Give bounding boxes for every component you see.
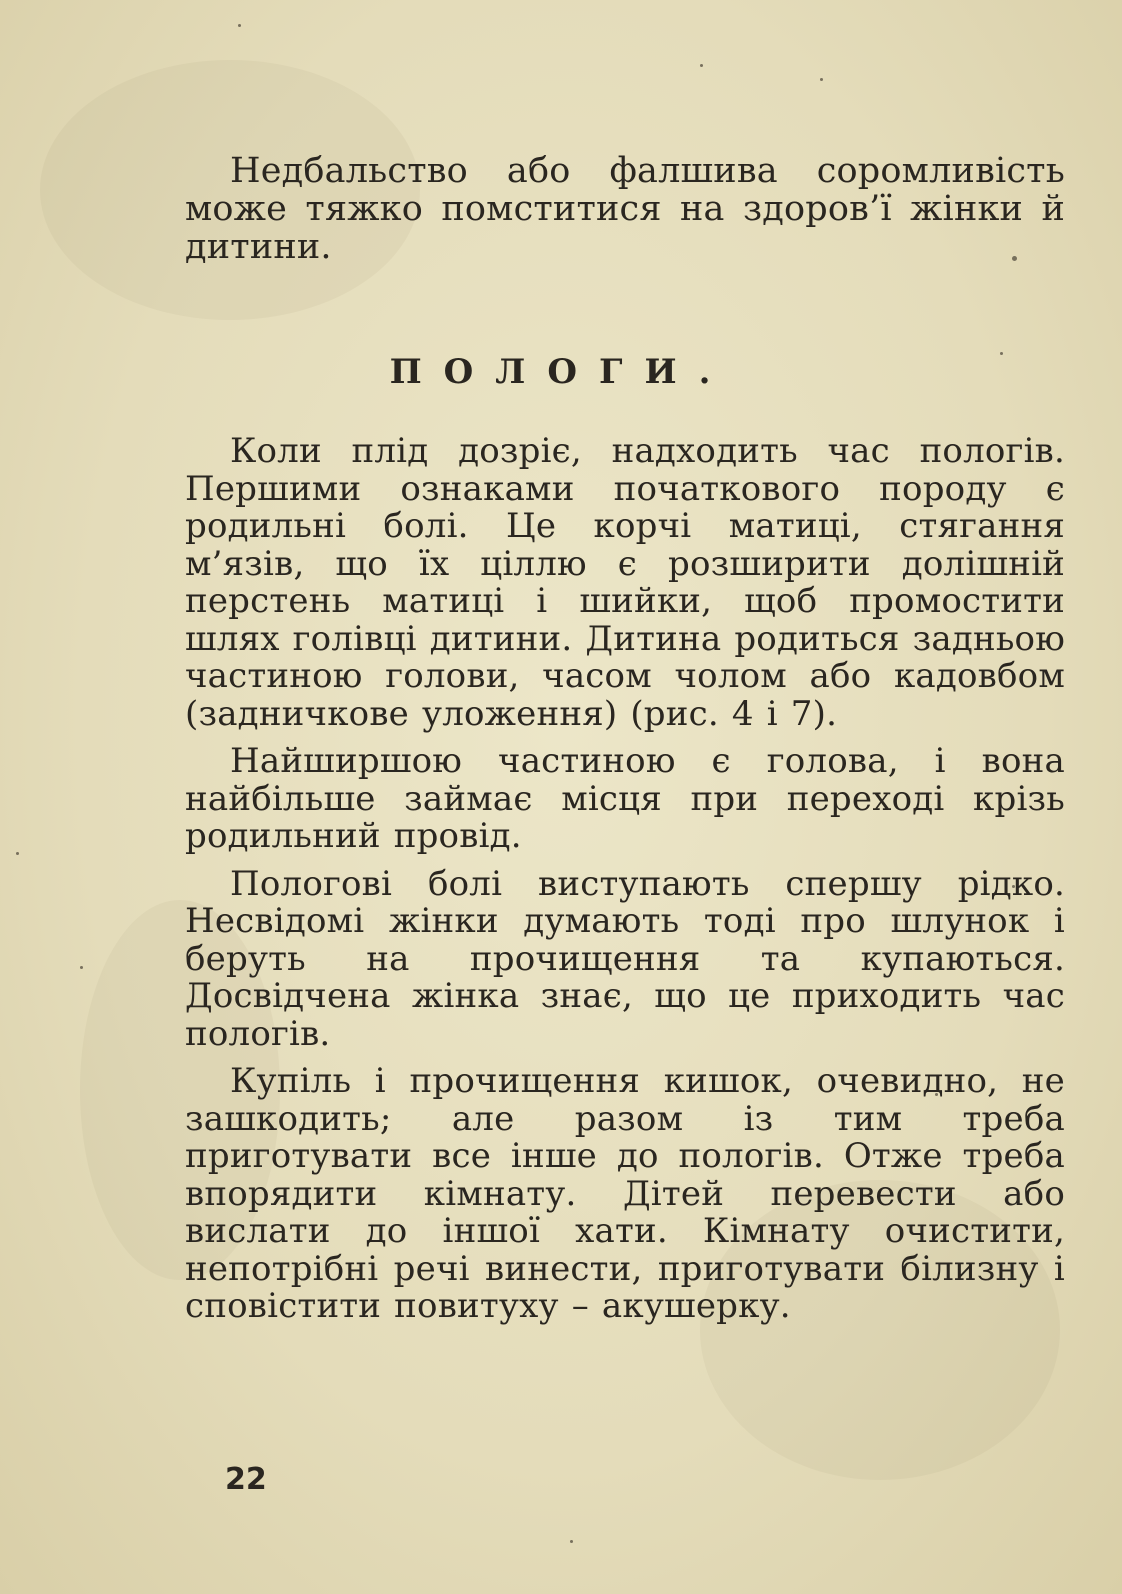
page-number: 22 [225, 1462, 267, 1497]
intro-paragraph: Недбальство або фалшива соромливість може тяжко помститися на здоров’ї жінки й дитини. [185, 151, 1065, 267]
paper-speck [700, 64, 703, 67]
paragraph-4: Купіль і прочищення кишок, очевидно, не зашкодить; але разом із тим треба приготувати все інше до пологів. Отже треба впорядити кімнату. Дітей перевести або вислати до іншої хати. Кімнату очистити, непотрібні речі винести, приготувати білизну і сповістити повитуху – акушерку. [185, 1061, 1065, 1326]
paragraph-2: Найширшою частиною є голова, і вона найбільше займає місця при переході крізь родильний провід. [185, 741, 1065, 856]
paper-speck [16, 852, 19, 855]
paper-speck [570, 1540, 573, 1543]
paper-speck [80, 966, 83, 969]
paragraph-1: Коли плід дозріє, надходить час пологів. Першими ознаками початкового породу є родильні болі. Це корчі матиці, стягання м’язів, що їх ціллю є розширити долішній перстень матиці і шийки, щоб промостити шлях голівці дитини. Дитина родиться задньою частиною голови, часом чолом або кадовбом (задничкове уложення) (рис. 4 і 7). [185, 431, 1065, 734]
section-title: ПОЛОГИ. [389, 352, 733, 392]
paragraph-3: Пологові болі виступають спершу рідко. Несвідомі жінки думають тоді про шлунок і беруть на прочищення та купаються. Досвідчена жінка знає, що це приходить час пологів. [185, 863, 1065, 1054]
intro-paragraph-block [185, 152, 1065, 266]
body-text [185, 433, 1065, 1326]
paper-speck [238, 24, 241, 27]
paper-speck [820, 78, 823, 81]
